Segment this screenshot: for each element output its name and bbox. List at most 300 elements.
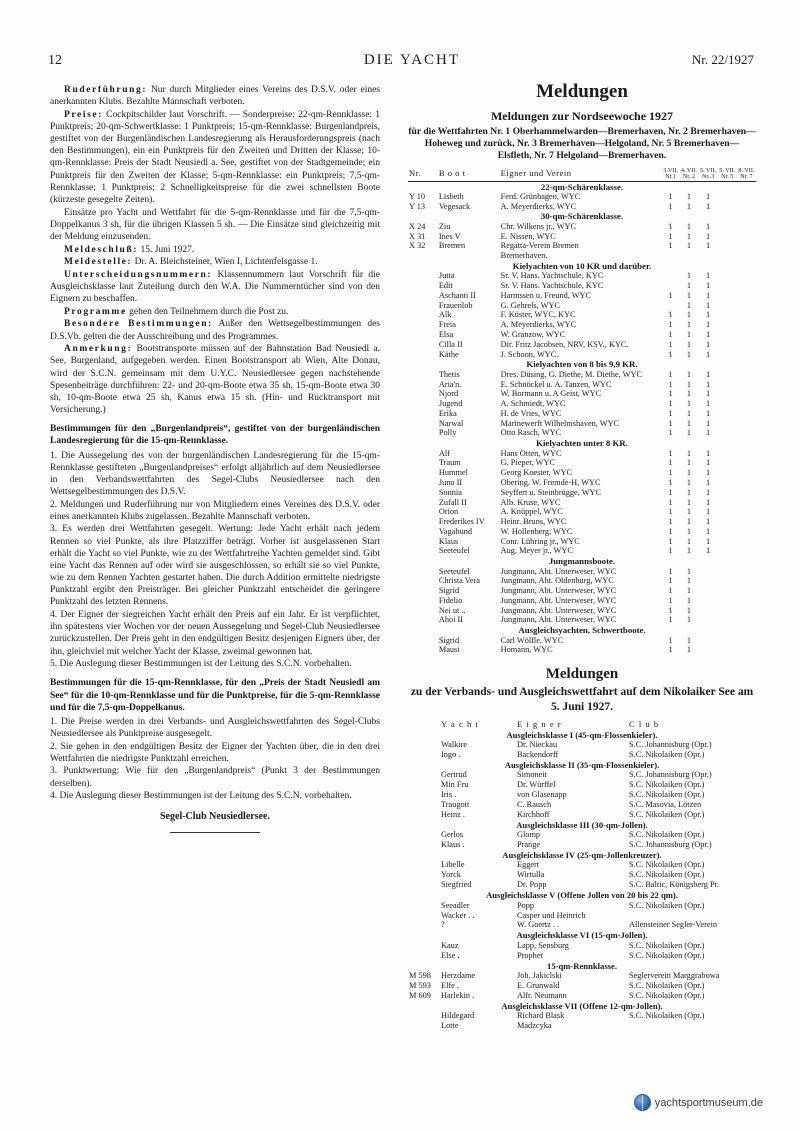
table-row [408,537,756,547]
cell-yacht: Libelle [441,860,465,870]
cell-race: 1 [686,566,691,576]
cell-nr: M 593 [409,980,431,990]
cell-owner: Popp [517,900,535,910]
cell-boat: Nei ut .. [438,605,466,615]
category-label: Kielyachten von 8 bis 9,9 KR. [526,359,638,370]
table-row [408,596,756,606]
cell-race [718,301,737,311]
cell-race [737,567,756,577]
cell-race: 1 [686,536,691,546]
table-row [408,192,756,202]
cell-race: 1 [686,507,691,517]
cell-nr [408,860,440,870]
cell-owner: W. Granzow, WYC [500,330,566,340]
cell-club: S.C. Nikolaiken (Opr.) [629,990,705,1000]
cell-club: S.C. Nikolaiken (Opr.) [629,980,705,990]
cell-boat: Mausi [438,645,460,655]
cell-race: 1 [686,191,691,201]
cell-race: 1 [705,408,711,418]
cell-race: 1 [668,595,673,605]
paragraph-lead: Preise: [64,109,103,120]
section2-item: 1. Die Preise werden in drei Verbands- und Ausgleichswettfahrten des Segel-Clubs Neusiedlersee als Punktpreise ausgesegelt. [50,716,380,739]
cell-nr [408,340,438,350]
paragraph [50,207,380,243]
cell-race [737,222,756,232]
cell-boat: Jutta [438,271,455,281]
cell-race [718,507,737,517]
cell-race: 1 [668,536,673,546]
cell-race: 1 [686,645,691,655]
cell-boat: Sigrid [438,635,460,645]
cell-nr [408,941,440,951]
journal-title: DIE YACHT [363,52,461,68]
cell-race: 1 [686,418,691,428]
table-row [408,281,756,291]
cell-yacht: Traugott [441,799,470,809]
cell-yacht: Yorck [441,870,461,880]
cell-nr [408,498,438,508]
table-row [408,645,756,655]
table-row [408,527,756,537]
col-header-boot: B o o t [438,167,466,178]
table-row [408,251,756,261]
cell-race: 1 [686,290,691,300]
paragraph-text: gehen den Teilnehmern durch die Post zu. [126,306,289,317]
cell-race [737,419,756,429]
category-row [408,556,756,566]
table-row [408,370,756,380]
cell-owner: G. Pieper, WYC [500,458,556,468]
cell-race: 1 [705,349,711,359]
cell-boat: Vagabund [438,526,473,536]
cell-boat: Seeteufel [438,546,470,556]
category-label: Kielyachten unter 8 KR. [536,438,628,449]
cell-nr: X 32 [409,241,426,251]
table-row [408,790,756,800]
category-label: Ausgleichsklasse II (35-qm-Flossenkieler). [504,759,660,770]
category-label: Ausgleichsklasse VI (15-qm-Jollen). [516,930,648,941]
cell-boat: Sonnia [438,487,462,497]
cell-race [737,340,756,350]
section1-item: 3. Es werden drei Wettfahrten gesegelt. Wertung: Jede Yacht erhält nach jedem Rennen so viel Punkte, als ihre Platzziffer beträgt. Vorher ist ausgelassenen Start erhält die Yacht so viel Punkte, wie zu der Wettfahrtreihe Yachten gemeldet sind. Gibt eine Yacht das Rennen auf oder wird sie ausgeschlossen, so erhält sie so viel Punkte, wie zu dem Rennen Yachten gestartet haben. Die durch Addition ermittelte niedrigste Punktzahl ergibt den Preisträger. Bei gleicher Punktzahl entscheidet die geringere Punktzahl des letzten Rennens. [50,524,380,608]
cell-race: 1 [668,487,673,497]
meldungen-title-2: Meldungen [545,666,619,683]
cell-race: 1 [668,408,673,418]
cell-boat: Ziu [438,221,451,231]
cell-nr: Y 13 [409,201,426,211]
cell-race [718,517,737,527]
cell-owner: Homann, WYC [500,645,553,655]
cell-owner: Dir. Fritz Jacobsen, NRV, KSV., KYC. [500,339,629,349]
paragraph [50,318,380,342]
cell-nr: M 598 [409,970,431,980]
cell-nr [408,301,438,311]
cell-boat: Ahoi II [438,615,464,625]
cell-race: 1 [686,428,691,438]
cell-race: 1 [668,339,673,349]
cell-yacht: Gertrud [441,770,467,780]
cell-nr [408,478,438,488]
cell-race [737,409,756,419]
cell-race [718,222,737,232]
cell-yacht: Seeadler [441,900,470,910]
cell-owner: Simoneit [517,770,547,780]
paragraph-lead: Anmerkung: [64,344,133,355]
paragraph-lead: Besondere Bestimmungen: [64,319,213,330]
cell-boat: Edit [438,281,453,291]
cell-race: 1 [686,468,691,478]
table-row [408,449,756,459]
cell-boat: Käthe [438,349,459,359]
cell-race: 1 [705,281,711,291]
category-label: Kielyachten von 10 KR und darüber. [512,260,652,271]
cell-owner: Seyffert u. Steinbrügge, WYC [500,487,602,497]
table-row [408,320,756,330]
cell-owner: Lapp, Sensburg [517,940,569,950]
table-row [408,951,756,961]
cell-race: 1 [705,271,711,281]
cell-race [718,409,737,419]
cell-yacht: Gerlos [441,830,464,840]
cell-race: 1 [686,369,691,379]
table-row [408,310,756,320]
cell-race [699,636,718,646]
cell-owner: Jungmann, Abt. Unterweser, WYC [500,586,617,596]
col-header-owner: Eigner und Verein [500,167,572,178]
cell-race: 1 [686,399,691,409]
paragraph [50,244,380,256]
cell-race: 1 [668,507,673,517]
cell-race [699,615,718,625]
cell-nr [408,840,440,850]
cell-yacht: Heinz . [441,809,465,819]
cell-nr: X 24 [409,221,426,231]
cell-race: 1 [686,221,691,231]
cell-race: 1 [668,349,673,359]
watermark [634,1094,763,1111]
cell-race: 1 [668,468,673,478]
table-row [408,202,756,212]
cell-race: 1 [668,576,673,586]
cell-race [718,320,737,330]
cell-race: 1 [668,566,673,576]
cell-club: S.C. Johannisburg (Opr.) [629,770,712,780]
cell-boat: Alk [438,310,452,320]
issue-number: Nr. 22/1927 [691,52,754,67]
cell-owner: Dr. Popp [517,880,547,890]
section-heading-burgenlandpreis: Bestimmungen für den „Burgenlandpreis“, gestiftet von der burgenländischen Landesregierung für die 15-qm-Rennklasse. [50,424,380,447]
table-row [408,870,756,880]
col-header-owner2: E i g n e r [517,719,562,730]
cell-boat: Seeteufel [438,566,470,576]
cell-nr [408,449,438,459]
col-header-race-1: 3.VII. Nr.1 [663,167,678,181]
category-row [408,930,756,940]
cell-nr [408,586,438,596]
table-row [408,740,756,750]
cell-owner: von Glasenapp [517,789,567,799]
cell-owner: Eggert [517,860,540,870]
cell-club: Allensteiner Segler-Verein [629,920,718,930]
cell-owner: W. Goertz . . [517,920,560,930]
cell-owner: Alfr. Neumann [517,990,567,1000]
cell-race [737,192,756,202]
cell-race: 1 [705,458,711,468]
cell-race [718,350,737,360]
cell-race: 1 [705,231,711,241]
cell-yacht: Kauz [441,940,459,950]
category-label: Ausgleichsyachten, Schwertboote. [518,625,646,636]
cell-race [718,330,737,340]
cell-owner: Ferd. Grünhagen, WYC [500,191,581,201]
cell-owner: Carl Wölfle, WYC [500,635,564,645]
cell-race: 1 [705,320,711,330]
table-row [408,241,756,251]
cell-race [718,192,737,202]
cell-boat: Vegesack [438,201,471,211]
cell-boat: Hummel [438,468,468,478]
cell-boat: Alf [438,448,450,458]
cell-owner: Georg Koester, WYC [500,468,573,478]
cell-race: 1 [668,517,673,527]
cell-club: S.C. Masovia, Lötzen [629,799,702,809]
cell-owner-cont: Bremerhaven. [500,251,548,261]
category-label: Ausgleichsklasse IV (25-qm-Jollenkreuzer). [502,850,662,861]
paragraph-text: 15. Juni 1927. [138,244,195,255]
cell-race: 1 [668,290,673,300]
table-row [408,222,756,232]
cell-race: 1 [668,399,673,409]
cell-race [718,606,737,616]
right-column [408,80,756,1031]
cell-owner: J. Schoon, WYC. [500,349,559,359]
cell-owner: H. de Vries, WYC [500,408,562,418]
cell-owner: Wirtulla [517,870,545,880]
cell-race: 1 [668,546,673,556]
cell-owner: Heinr. Bruns, WYC [500,517,567,527]
cell-club [628,1021,756,1031]
cell-race: 1 [705,546,711,556]
cell-club: S.C. Nikolaiken (Opr.) [629,789,705,799]
cell-race: 1 [668,645,673,655]
cell-race [718,645,737,655]
table-row [408,498,756,508]
table-row [408,301,756,311]
meldungen-subtitle: Meldungen zur Nordseewoche 1927 [490,109,674,124]
cell-race [718,596,737,606]
cell-race [662,271,680,281]
cell-race: 1 [686,586,691,596]
cell-race: 1 [686,546,691,556]
table-row [408,330,756,340]
table-row [408,920,756,930]
cell-nr [408,428,438,438]
cell-nr [408,911,440,921]
table-row [408,399,756,409]
cell-nr [408,507,438,517]
cell-nr [408,537,438,547]
paragraph-text: Nur durch Mitglieder eines Vereins des D.S.V. oder eines anerkannten Klubs. Bezahlte Mannschaft verboten. [50,85,380,108]
section2-item: 3. Punktwertung: Wie für den „Burgenlandpreis“ (Punkt 3 der Bestimmungen derselben). [50,766,380,789]
cell-nr [408,399,438,409]
paragraph-text: Einsätze pro Yacht und Wettfahrt für die 5-qm-Rennklasse und für die 7,5-qm-Doppelkanus 3 sh, für die übrigen Klassen 5 sh. — Die Einsätze sind gleichzeitig mit der Meldung einzusenden. [50,207,380,242]
cell-owner: E. Grunwald [517,980,560,990]
table-row [408,428,756,438]
cell-race: 1 [686,477,691,487]
cell-owner: Hans Otten, WYC [500,448,562,458]
cell-nr [408,380,438,390]
cell-owner: W. Hollenberg, WYC [500,526,573,536]
cell-race [718,527,737,537]
paragraph-text: Bootstransporte müssen auf der Bahnstation Bad Neusiedl a. See, Burgenland, aufgegeben werden. Einen Bootstransport ab Wien, Alte Donau, wird der S.C.N. gemeinsam mit dem U.Y.C. Neusiedlersee gegen nachstehende Spesenbeiträge durchführen: 22- und 20-qm-Boote etwa 35 sh, 15-qm-Boote etwa 30 sh, 10-qm-Boote etwa 25 sh, Kanus etwa 15 sh. (Hin- und Rücktransport mit Versicherung.) [50,344,380,416]
cell-owner: A. Schmiedt, WYC [500,399,566,409]
category-label: Ausgleichsklasse V (Offene Jollen von 20 bis 22 qm). [486,890,678,901]
paragraph [50,109,380,206]
cell-nr [408,615,438,625]
cell-race [737,281,756,291]
cell-owner: Regatta-Verein Bremen [500,241,579,251]
cell-race [718,537,737,547]
cell-owner: Dr. Nieckau [517,739,558,749]
cell-owner: E. Nissen, WYC [500,231,556,241]
paragraph-text: Außer den Wettsegelbestimmungen des D.S.Vb. gelten die der Ausschreibung und des Programmes. [50,319,380,342]
cell-nr [408,800,440,810]
cell-nr [408,596,438,606]
cell-race [737,389,756,399]
cell-race [737,537,756,547]
category-row [408,182,756,192]
cell-club: S.C. Nikolaiken (Opr.) [629,940,705,950]
cell-race: 1 [705,221,711,231]
cell-nr [408,951,440,961]
cell-race: 1 [705,517,711,527]
cell-race [737,241,756,251]
cell-club [628,911,756,921]
cell-race [718,449,737,459]
cell-race: 1 [686,231,691,241]
cell-boat: Christa Vera [438,576,480,586]
table-row [408,340,756,350]
cell-race [737,310,756,320]
cell-club: Seglerverein Marggrabowa [629,970,720,980]
cell-owner: Harmssen u. Freund, WYC [500,290,592,300]
category-row [408,359,756,369]
cell-boat: Cilla II [438,339,463,349]
table-row [408,546,756,556]
cell-race [718,586,737,596]
cell-race: 1 [668,369,673,379]
cell-race: 1 [686,595,691,605]
cell-owner: Obering. W. Fremde-H, WYC [500,477,601,487]
cell-race: 1 [686,576,691,586]
cell-race [699,645,718,655]
cell-race [718,232,737,242]
table-row [408,830,756,840]
cell-club: S.C. Nikolaiken (Opr.) [629,860,705,870]
cell-race [699,567,718,577]
cell-race [737,586,756,596]
cell-race [718,370,737,380]
cell-club: S.C. Johannisburg (Opr.) [629,840,712,850]
col-header-club: C l u b [629,719,660,730]
cell-race [718,468,737,478]
cell-owner: Dr. Würffel [517,780,556,790]
cell-race [737,458,756,468]
cell-yacht: Walkire [441,739,468,749]
cell-race [737,449,756,459]
cell-race [737,606,756,616]
cell-race [737,517,756,527]
cell-club: S.C. Johannisburg (Opr.) [629,739,712,749]
cell-race: 1 [686,526,691,536]
nordseewoche-entries-table [408,168,756,655]
cell-race [718,281,737,291]
cell-club: S.C. Nikolaiken (Opr.) [629,1011,705,1021]
nikolaiker-see-entries-table [408,719,756,1031]
cell-boat: Freia [438,320,456,330]
cell-owner: Prange [517,840,541,850]
cell-race [737,498,756,508]
table-row [408,576,756,586]
col-header-yacht: Y a c h t [441,719,479,730]
cell-race: 1 [705,468,711,478]
cell-owner: Glomp [517,830,541,840]
cell-club: S.C. Nikolaiken (Opr.) [629,749,705,759]
category-label: Ausgleichsklasse I (45-qm-Flossenkieler). [506,729,658,740]
table-row [408,770,756,780]
table2-header-row [408,719,756,729]
category-row [408,820,756,830]
signature: Segel-Club Neusiedlersee. [160,811,270,823]
cell-nr [408,740,440,750]
cell-race [737,488,756,498]
cell-race [718,271,737,281]
table-row [408,860,756,870]
cell-owner: Prophet [517,950,543,960]
cell-boat: Thetis [438,369,460,379]
cell-owner: Dres. Düsing, G. Diethe, M. Diethe, WYC [500,369,643,379]
cell-race [737,478,756,488]
cell-race: 1 [686,300,691,310]
category-label: Ausgleichsklasse VII (Offene 12-qm-Jollen). [501,1000,663,1011]
cell-race [737,380,756,390]
cell-race [737,291,756,301]
cell-race: 1 [668,310,673,320]
col-header-race-7: 8. VII. Nr. 7 [738,167,755,181]
cell-race: 1 [668,221,673,231]
cell-race: 1 [668,191,673,201]
category-row [408,211,756,221]
meldungen-title: Meldungen [536,81,628,102]
cell-nr [408,310,438,320]
cell-race [737,645,756,655]
cell-nr [408,517,438,527]
cell-race [737,330,756,340]
cell-boat: Fidelio [438,595,463,605]
cell-nr [408,271,438,281]
cell-race [718,380,737,390]
cell-race: 1 [668,526,673,536]
cell-race [737,350,756,360]
cell-race [718,241,737,251]
cell-yacht: Iris . [441,789,457,799]
cell-owner: Casper und Heinrich [517,910,586,920]
category-row [408,1001,756,1011]
cell-yacht: Min Fru [441,780,469,790]
cell-club: S.C. Nikolaiken (Opr.) [629,870,705,880]
cell-race: 1 [705,477,711,487]
cell-yacht: Elfe . [441,980,459,990]
